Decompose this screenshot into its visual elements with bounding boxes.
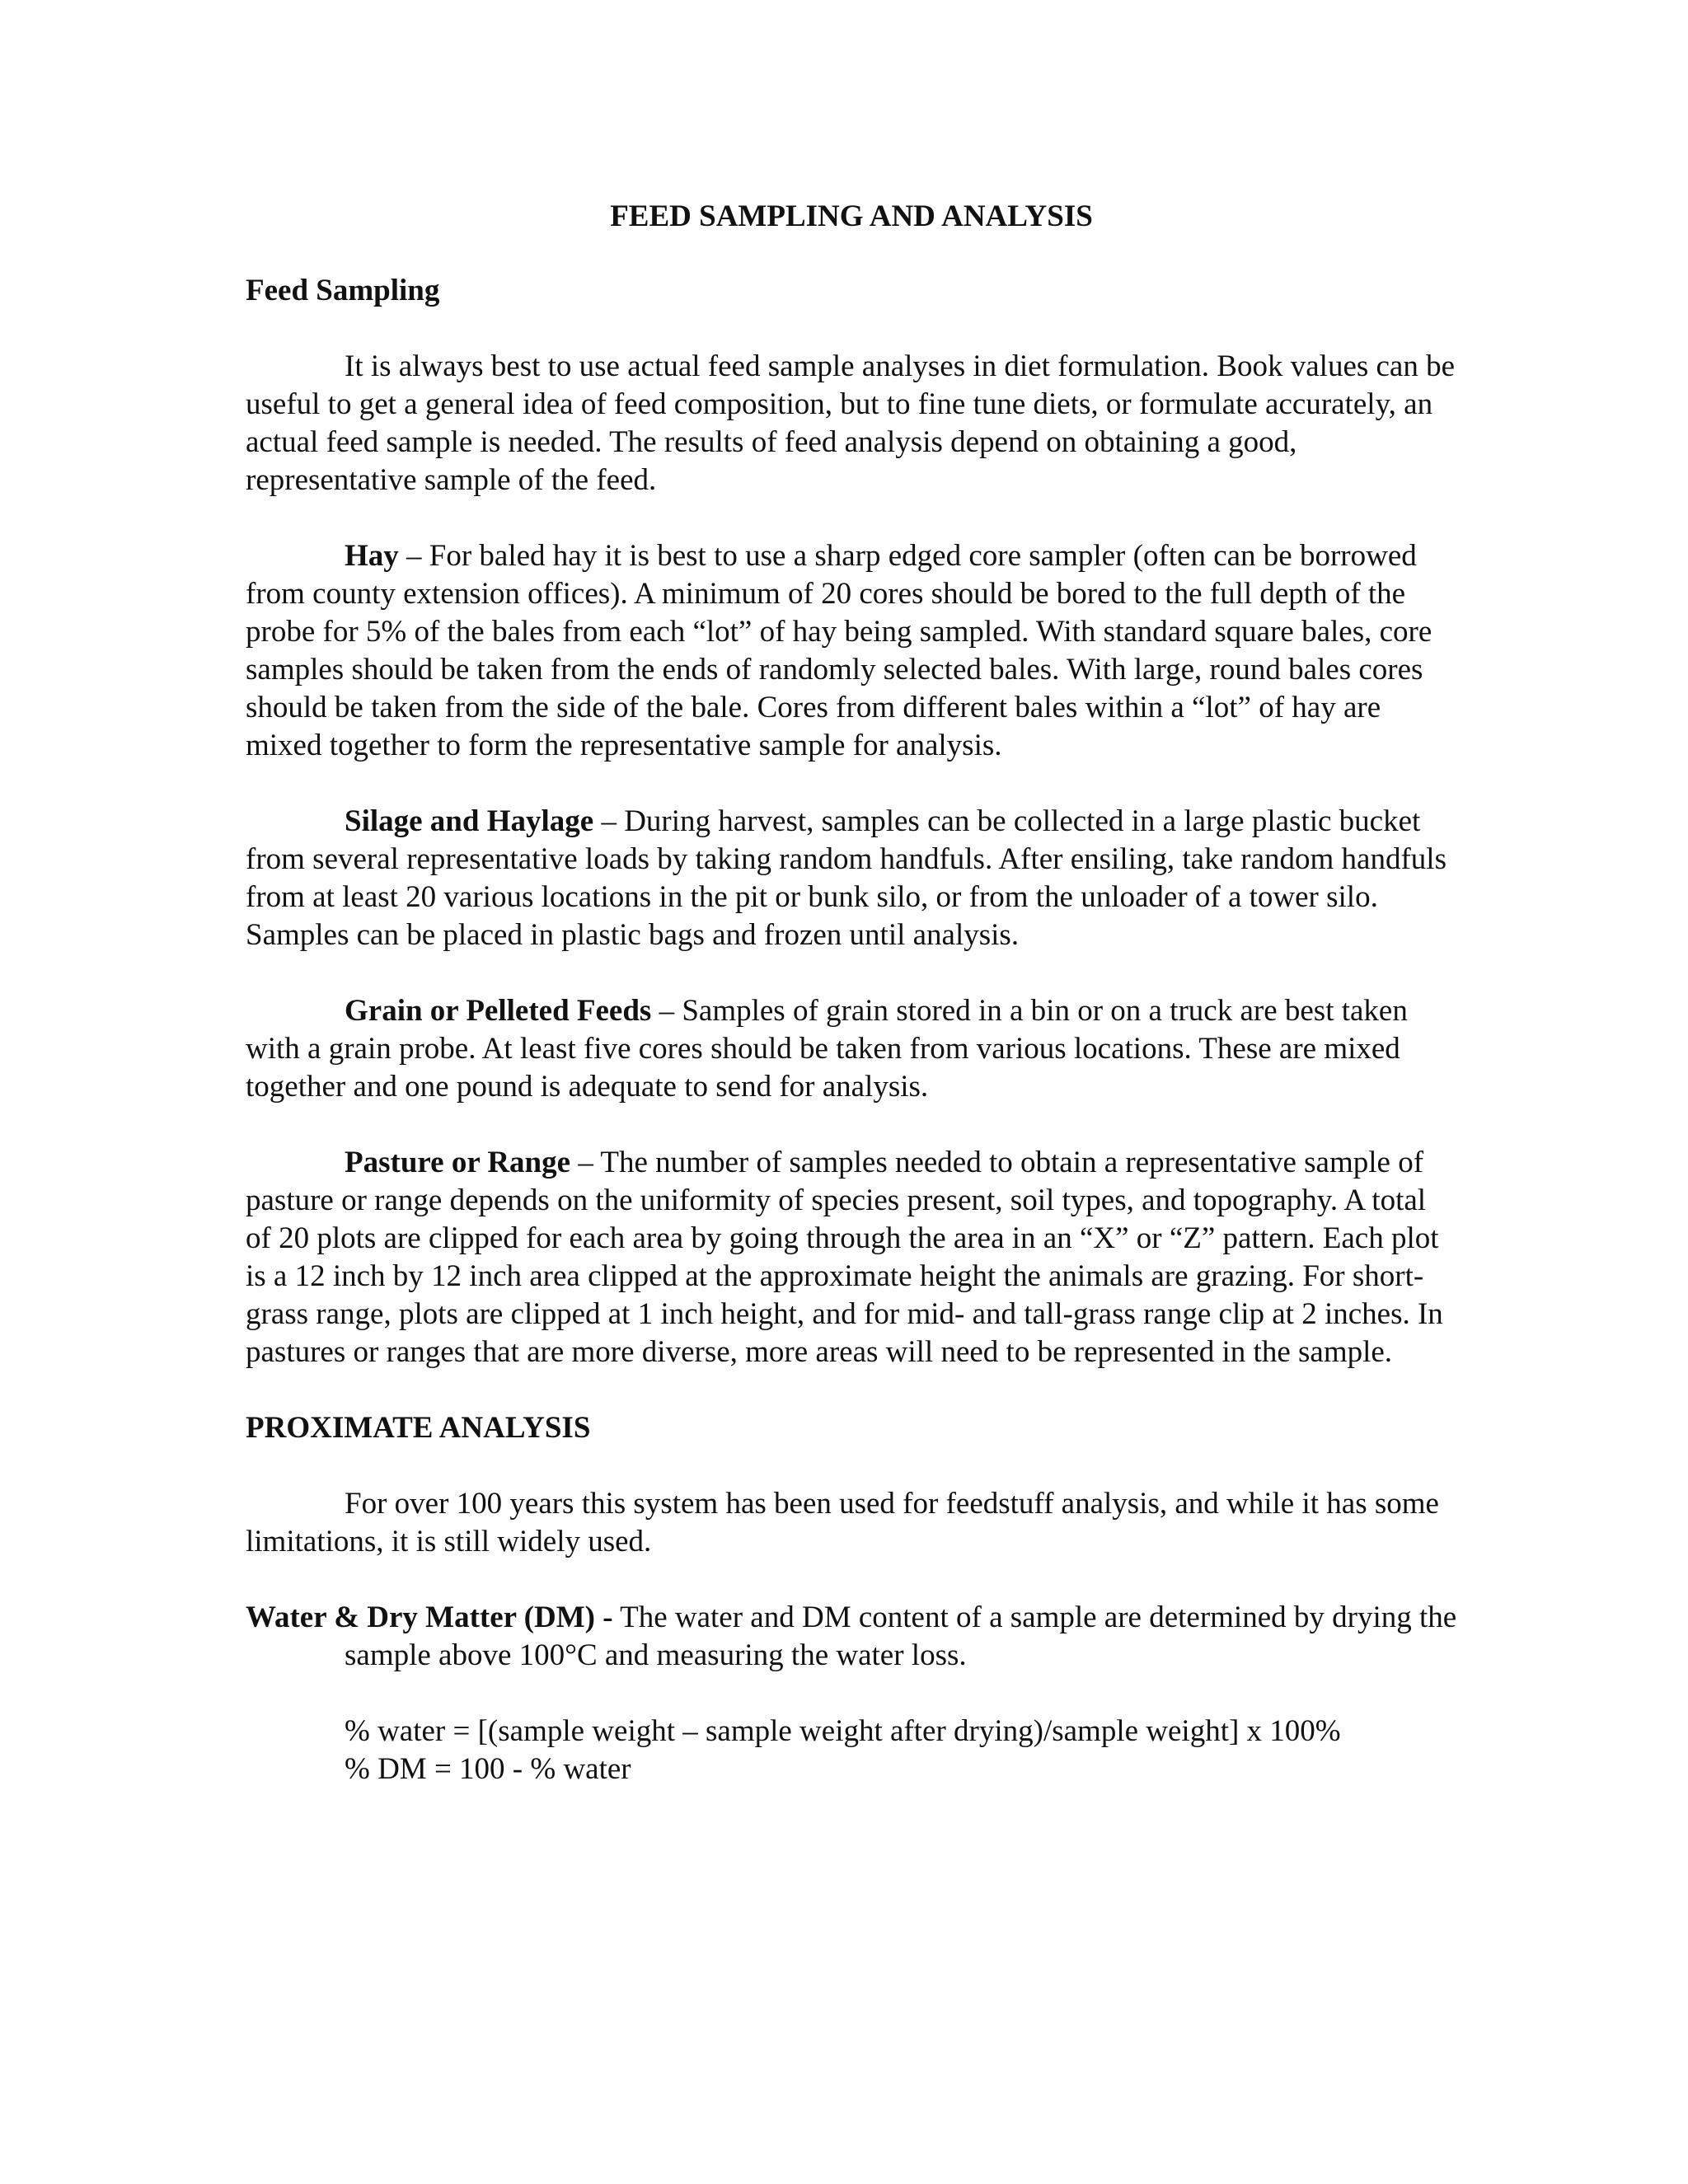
grain-pelleted-lead: Grain or Pelleted Feeds: [345, 994, 652, 1028]
feed-sampling-intro-paragraph: It is always best to use actual feed sample analyses in diet formulation. Book values can be useful to get a general idea of feed composition, but to fine tune diets, or formulate accurately, an actual feed sample is needed. The results of feed analysis depend on obtaining a good, representative sample of the feed.: [246, 349, 1456, 497]
formula-percent-dm: % DM = 100 - % water: [345, 1752, 631, 1786]
silage-haylage-paragraph: [246, 803, 1457, 954]
grain-pelleted-text: – Samples of grain stored in a bin or on a truck are best taken with a grain probe. At least five cores should be taken from various locations. These are mixed together and one pound is adequate to send for analysis.: [246, 994, 1408, 1104]
hay-paragraph: [246, 537, 1457, 765]
document-title: FEED SAMPLING AND ANALYSIS: [610, 199, 1093, 233]
section-heading-proximate-analysis: PROXIMATE ANALYSIS: [246, 1411, 591, 1445]
silage-haylage-lead: Silage and Haylage: [345, 804, 594, 838]
hay-text: – For baled hay it is best to use a sharp edged core sampler (often can be borrowed from county extension offices). A minimum of 20 cores should be bored to the full depth of the probe for 5% of the bales from each “lot” of hay being sampled. With standard square bales, core samples should be taken from the ends of randomly selected bales. With large, round bales cores should be taken from the side of the bale. Cores from different bales within a “lot” of hay are mixed together to form the representative sample for analysis.: [246, 539, 1432, 762]
silage-haylage-text: – During harvest, samples can be collected in a large plastic bucket from several representative loads by taking random handfuls. After ensiling, take random handfuls from at least 20 various locations in the pit or bunk silo, or from the unloader of a tower silo. Samples can be placed in plastic bags and frozen until analysis.: [246, 804, 1447, 952]
water-dry-matter-text: The water and DM content of a sample are determined by drying the sample above 100°C and measuring the water loss.: [345, 1601, 1457, 1672]
formula-percent-water: % water = [(sample weight – sample weight after drying)/sample weight] x 100%: [345, 1714, 1341, 1748]
water-dry-matter-lead: Water & Dry Matter (DM) -: [246, 1601, 613, 1634]
pasture-range-paragraph: [246, 1144, 1457, 1371]
grain-pelleted-paragraph: [246, 992, 1457, 1106]
formula-block: [345, 1713, 1457, 1788]
section-heading-feed-sampling: Feed Sampling: [246, 274, 440, 307]
pasture-range-lead: Pasture or Range: [345, 1146, 571, 1179]
proximate-analysis-intro-paragraph: For over 100 years this system has been used for feedstuff analysis, and while it has some limitations, it is still widely used.: [246, 1487, 1439, 1558]
water-dry-matter-paragraph: [246, 1599, 1457, 1675]
hay-lead: Hay: [345, 539, 399, 573]
pasture-range-text: – The number of samples needed to obtain a representative sample of pasture or range depends on the uniformity of species present, soil types, and topography. A total of 20 plots are clipped for each area by going through the area in an “X” or “Z” pattern. Each plot is a 12 inch by 12 inch area clipped at the approximate height the animals are grazing. For short-grass range, plots are clipped at 1 inch height, and for mid- and tall-grass range clip at 2 inches. In pastures or ranges that are more diverse, more areas will need to be represented in the sample.: [246, 1146, 1443, 1369]
document-page: [246, 198, 1457, 1788]
